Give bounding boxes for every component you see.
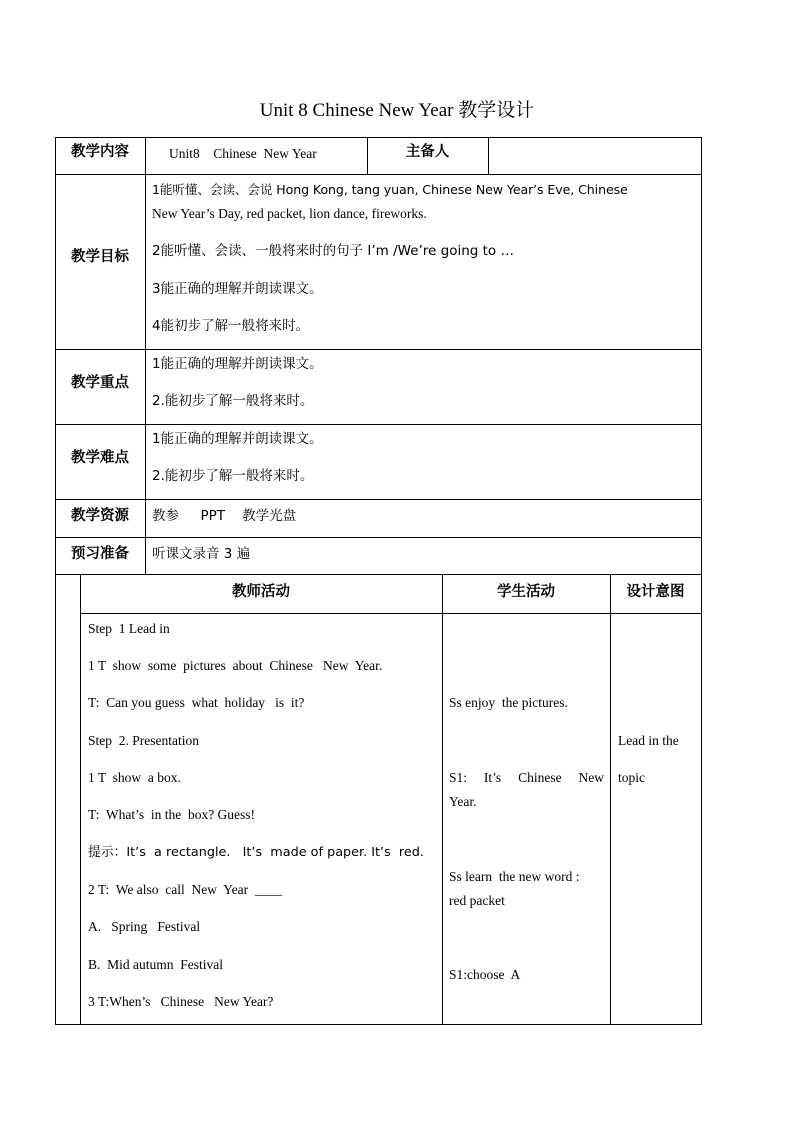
design-intent-header: 设计意图: [626, 584, 685, 600]
difficult-point-item: 1能正确的理解并朗读课文。: [152, 431, 323, 447]
key-point-item: 2.能初步了解一般将来时。: [152, 393, 314, 409]
student-activity-line: red packet: [449, 893, 505, 908]
teacher-activity-line: 3 T:When’s Chinese New Year?: [88, 994, 274, 1009]
teacher-activity-line: A. Spring Festival: [88, 919, 201, 934]
preview-label: 预习准备: [71, 546, 129, 562]
teacher-activity-line: 提示：It’s a rectangle. It’s made of paper. It’s red.: [88, 845, 424, 860]
teacher-activity-line: 1 T show a box.: [88, 770, 181, 785]
student-activity-line: S1: It’s Chinese New: [449, 770, 604, 785]
teacher-activity-line: 2 T: We also call New Year ____: [88, 882, 282, 897]
design-intent-line: topic: [618, 770, 645, 785]
key-point-item: 1能正确的理解并朗读课文。: [152, 356, 323, 372]
resources-value: 教参 PPT 教学光盘: [152, 508, 297, 524]
content-value: Unit8 Chinese New Year: [169, 146, 317, 161]
teacher-activity-line: B. Mid autumn Festival: [88, 957, 223, 972]
teacher-activity-line: T: What’s in the box? Guess!: [88, 807, 256, 822]
student-activity-header: 学生活动: [497, 584, 555, 600]
goals-item: 3能正确的理解并朗读课文。: [152, 281, 323, 297]
goals-item: 4能初步了解一般将来时。: [152, 318, 310, 334]
teacher-activity-line: Step 2. Presentation: [88, 733, 199, 748]
student-activity-line: Year.: [449, 794, 477, 809]
key-points-label: 教学重点: [71, 375, 129, 391]
goals-item: New Year’s Day, red packet, lion dance, fireworks.: [152, 206, 427, 221]
design-intent-line: Lead in the: [618, 733, 679, 748]
difficult-points-label: 教学难点: [71, 450, 129, 466]
preparer-label: 主备人: [405, 144, 450, 160]
document-title: Unit 8 Chinese New Year 教学设计: [259, 100, 535, 121]
resources-label: 教学资源: [71, 508, 129, 524]
student-activity-line: Ss learn the new word :: [449, 869, 580, 884]
preview-value: 听课文录音 3 遍: [152, 546, 251, 562]
teacher-activity-line: T: Can you guess what holiday is it?: [88, 695, 305, 710]
content-label: 教学内容: [71, 144, 129, 160]
teacher-activity-line: 1 T show some pictures about Chinese New Year.: [88, 658, 383, 673]
teacher-activity-line: Step 1 Lead in: [88, 621, 170, 636]
goals-item: 1能听懂、会读、会说 Hong Kong, tang yuan, Chinese New Year’s Eve, Chinese: [152, 182, 628, 197]
difficult-point-item: 2.能初步了解一般将来时。: [152, 468, 314, 484]
student-activity-line: S1:choose A: [449, 967, 521, 982]
student-activity-line: Ss enjoy the pictures.: [449, 695, 568, 710]
goals-item: 2能听懂、会读、一般将来时的句子 I’m /We’re going to …: [152, 243, 514, 259]
goals-label: 教学目标: [71, 249, 129, 265]
teacher-activity-header: 教师活动: [232, 584, 290, 600]
